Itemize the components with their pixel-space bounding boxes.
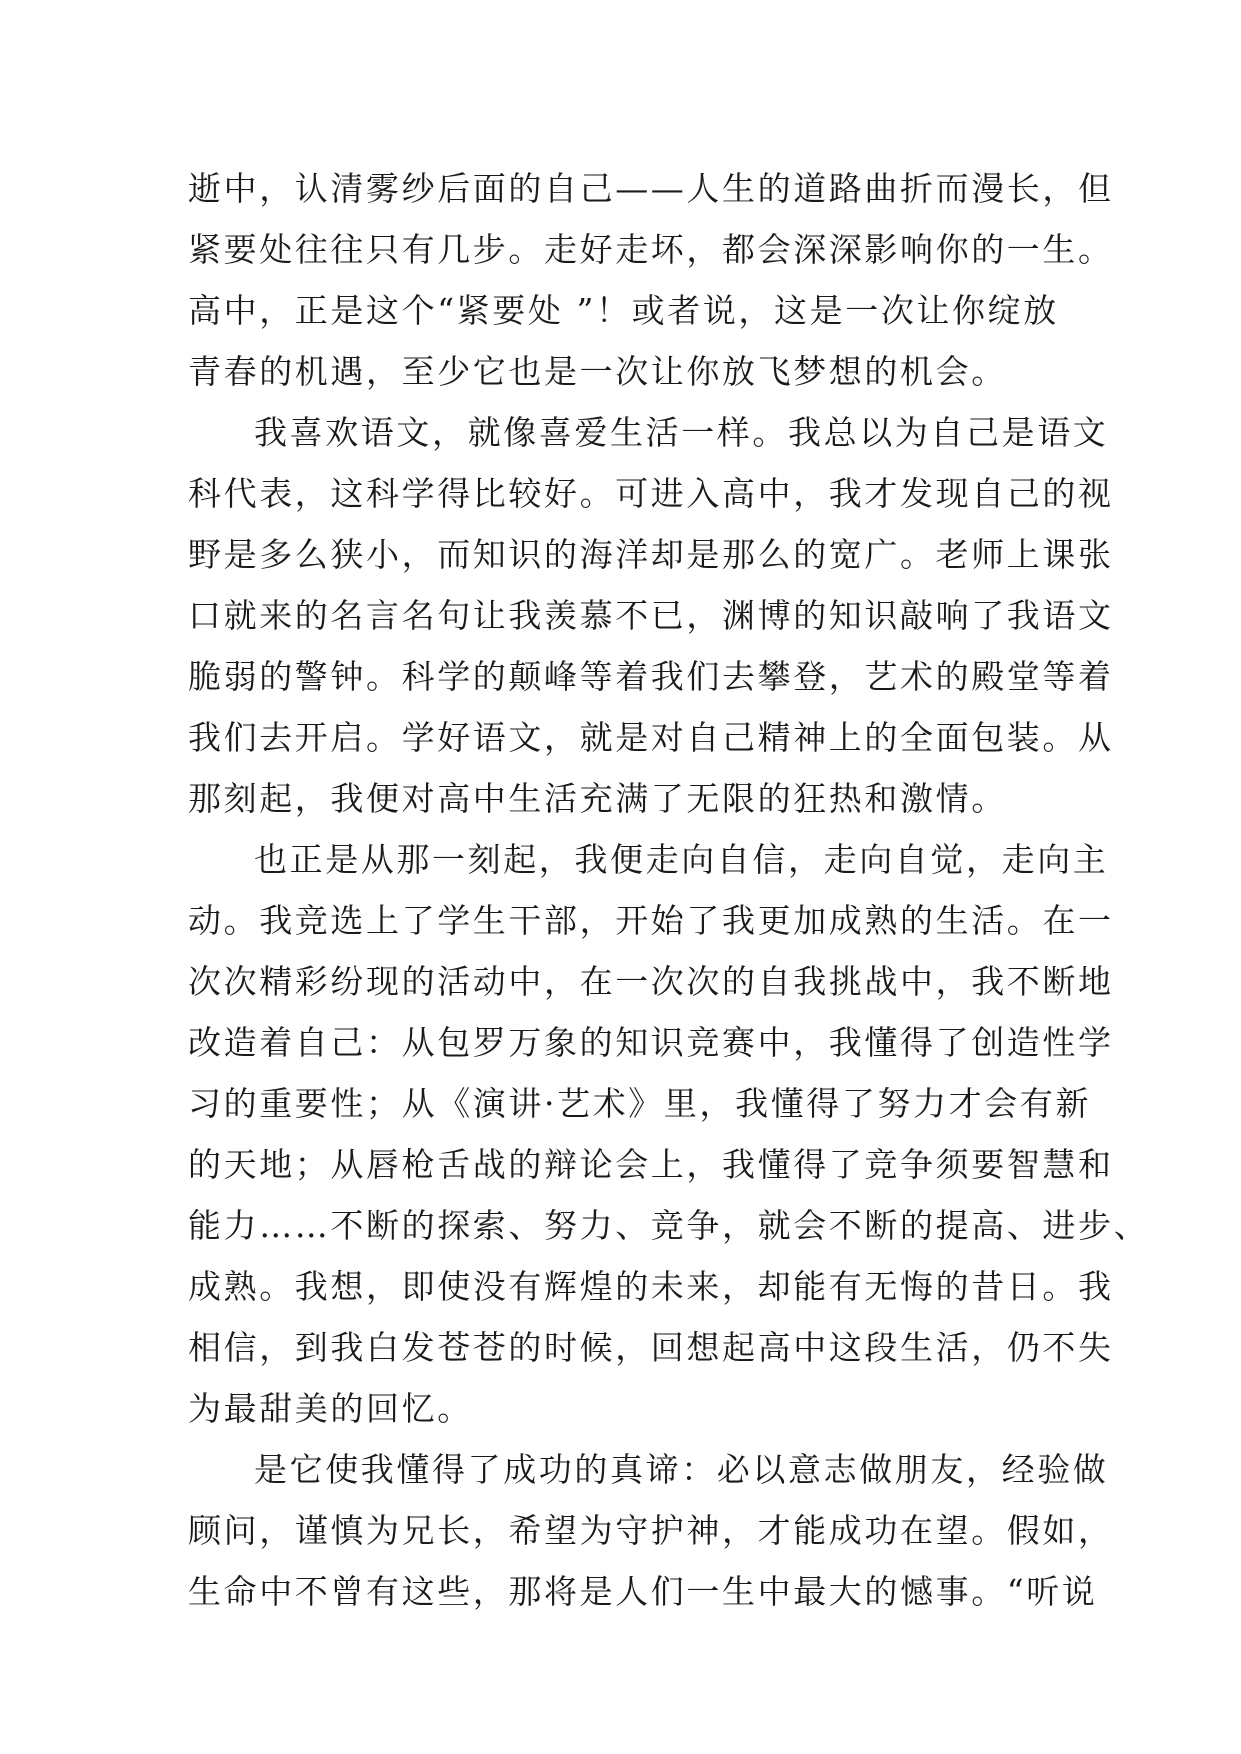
text-line: 生命中不曾有这些，那将是人们一生中最大的憾事。“听说	[188, 1572, 1098, 1611]
text-line: 成熟。我想，即使没有辉煌的未来，却能有无悔的昔日。我	[188, 1267, 1114, 1306]
text-line: 改造着自己：从包罗万象的知识竞赛中，我懂得了创造性学	[188, 1023, 1114, 1062]
text-line: 习的重要性；从《演讲·艺术》里，我懂得了努力才会有新	[188, 1084, 1092, 1123]
text-line: 顾问，谨慎为兄长，希望为守护神，才能成功在望。假如，	[188, 1511, 1114, 1550]
text-line: 为最甜美的回忆。	[188, 1389, 473, 1428]
text-line: 野是多么狭小，而知识的海洋却是那么的宽广。老师上课张	[188, 535, 1114, 574]
text-line: 高中，正是这个“紧要处 ”！或者说，这是一次让你绽放	[188, 291, 1059, 330]
text-line: 能力……不断的探索、努力、竞争，就会不断的提高、进步、	[188, 1206, 1150, 1245]
paragraph-first-line: 也正是从那一刻起，我便走向自信，走向自觉，走向主	[254, 840, 1109, 879]
paragraph-first-line: 我喜欢语文，就像喜爱生活一样。我总以为自己是语文	[254, 413, 1109, 452]
text-line: 科代表，这科学得比较好。可进入高中，我才发现自己的视	[188, 474, 1114, 513]
text-line: 逝中，认清雾纱后面的自己——人生的道路曲折而漫长，但	[188, 169, 1114, 208]
text-line: 青春的机遇，至少它也是一次让你放飞梦想的机会。	[188, 352, 1007, 391]
text-line: 脆弱的警钟。科学的颠峰等着我们去攀登，艺术的殿堂等着	[188, 657, 1114, 696]
text-line: 的天地；从唇枪舌战的辩论会上，我懂得了竞争须要智慧和	[188, 1145, 1114, 1184]
text-line: 相信，到我白发苍苍的时候，回想起高中这段生活，仍不失	[188, 1328, 1114, 1367]
text-line: 次次精彩纷现的活动中，在一次次的自我挑战中，我不断地	[188, 962, 1114, 1001]
paragraph-first-line: 是它使我懂得了成功的真谛：必以意志做朋友，经验做	[254, 1450, 1109, 1489]
body-text	[188, 158, 1150, 1622]
text-line: 动。我竞选上了学生干部，开始了我更加成熟的生活。在一	[188, 901, 1114, 940]
text-line: 紧要处往往只有几步。走好走坏，都会深深影响你的一生。	[188, 230, 1114, 269]
text-line: 口就来的名言名句让我羡慕不已，渊博的知识敲响了我语文	[188, 596, 1114, 635]
text-line: 那刻起，我便对高中生活充满了无限的狂热和激情。	[188, 779, 1007, 818]
text-line: 我们去开启。学好语文，就是对自己精神上的全面包装。从	[188, 718, 1114, 757]
